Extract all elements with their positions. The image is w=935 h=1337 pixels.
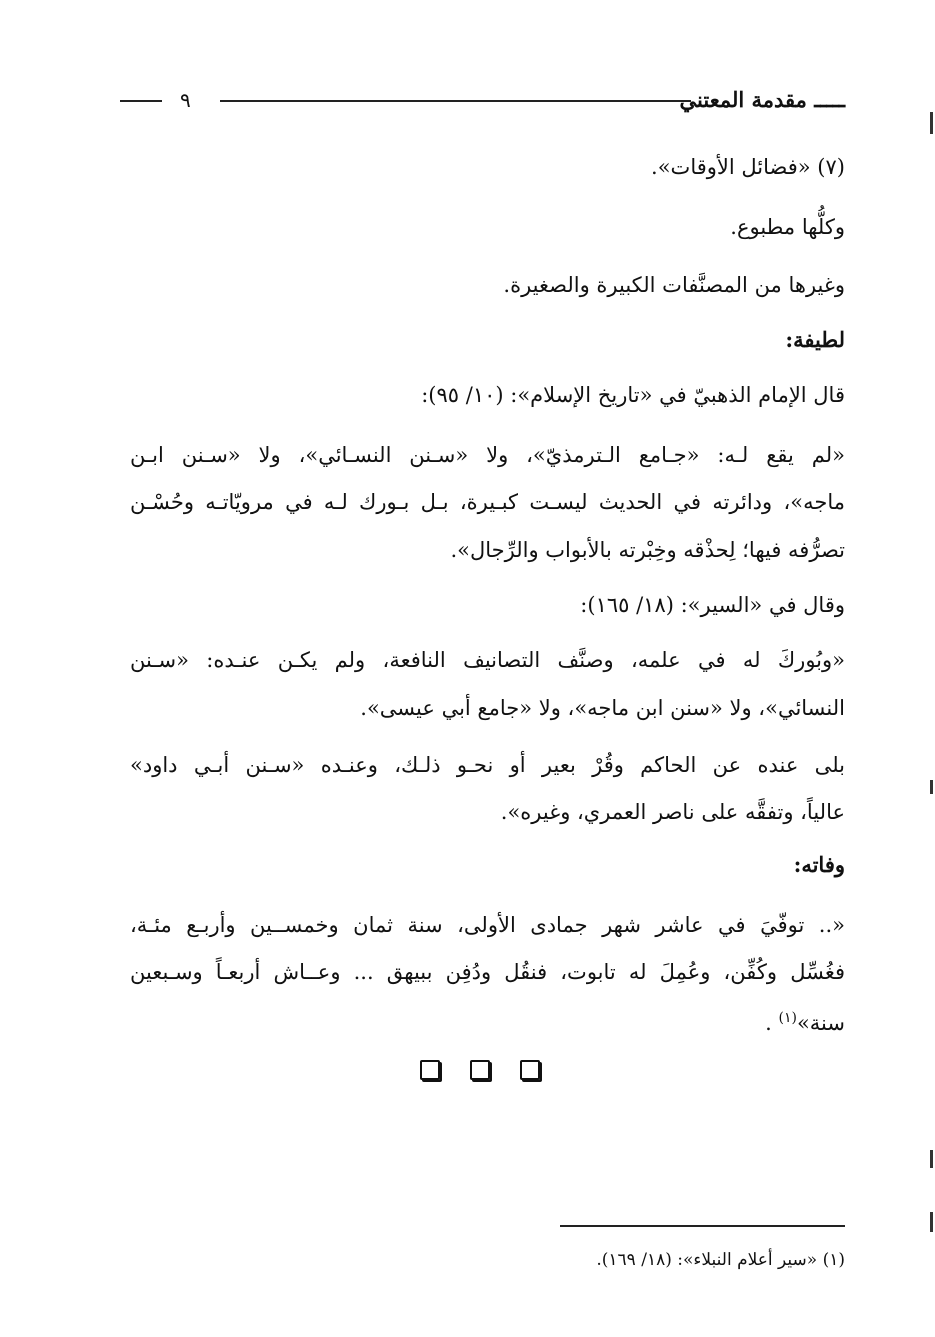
header-rule-left <box>120 100 162 102</box>
scan-edge-mark <box>930 780 933 794</box>
quote-line-2: ماجه»، ودائرته في الحديث ليسـت كبـيرة، بـل بـورك لـه في مرويّاتـه وحُسْـن <box>130 490 845 514</box>
page-header <box>120 82 845 118</box>
text-line-5: قال الإمام الذهبيّ في «تاريخ الإسلام»: (١٠/ ٩٥): <box>421 383 845 407</box>
scan-edge-mark <box>930 112 933 134</box>
quote-line-4: «وبُوركَ له في علمه، وصنَّف التصانيف النافعة، ولم يكـن عنـده: «سـنن <box>130 648 845 672</box>
header-rule-right <box>220 100 691 102</box>
quote-line-6: بلى عنده عن الحاكم وقُرْ بعير أو نحـو ذلـك، وعنـده «سـنن أبـي داود» <box>130 753 845 777</box>
trailing-period: . <box>765 1011 772 1035</box>
separator-square-icon <box>470 1060 490 1080</box>
quote-line-9: فغُسِّل وكُفِّن، وعُمِلَ له تابوت، فنقُل ودُفِن ببيهق ... وعــاش أربعـاً وسـبعين <box>130 960 845 984</box>
section-heading-latifa: لطيفة: <box>785 327 845 352</box>
quote-end-text: سنة» <box>796 1011 845 1035</box>
quote-line-5: النسائي»، ولا «سنن ابن ماجه»، ولا «جامع أبي عيسى». <box>360 696 845 720</box>
scan-edge-mark <box>930 1212 933 1232</box>
separator-square-icon <box>520 1060 540 1080</box>
footnote-marker: (١) <box>778 1010 797 1026</box>
text-line-2: وكلُّها مطبوع. <box>730 215 845 239</box>
separator-square-icon <box>420 1060 440 1080</box>
text-line-1: (٧) «فضائل الأوقات». <box>651 155 845 179</box>
quote-line-10 <box>765 1003 845 1038</box>
running-title: ـــــ مقدمة المعتني <box>679 87 845 112</box>
quote-line-8: «.. توفّيَ في عاشر شهر جمادى الأولى، سنة ثمان وخمســين وأربـع مئـة، <box>130 913 845 937</box>
footnote-text: (١) «سير أعلام النبلاء»: (١٨/ ١٦٩). <box>596 1250 845 1270</box>
text-line-3: وغيرها من المصنَّفات الكبيرة والصغيرة. <box>503 273 845 297</box>
section-heading-wafatuh: وفاته: <box>793 852 845 877</box>
section-separator <box>420 1060 540 1080</box>
footnote-rule <box>560 1225 845 1227</box>
page-number: ٩ <box>180 88 191 112</box>
quote-line-7: عالياً، وتفقَّه على ناصر العمري، وغيره». <box>500 800 845 824</box>
quote-line-3: تصرُّفه فيها؛ لِحذْقه وخِبْرته بالأبواب والرِّجال». <box>450 538 845 562</box>
quote-line-1: «لم يقع لـه: «جـامع الـترمذيّ»، ولا «سـنن النسـائي»، ولا «سـنن ابـن <box>130 443 845 467</box>
text-line-9: وقال في «السير»: (١٨/ ١٦٥): <box>580 593 845 617</box>
scan-edge-mark <box>930 1150 933 1168</box>
